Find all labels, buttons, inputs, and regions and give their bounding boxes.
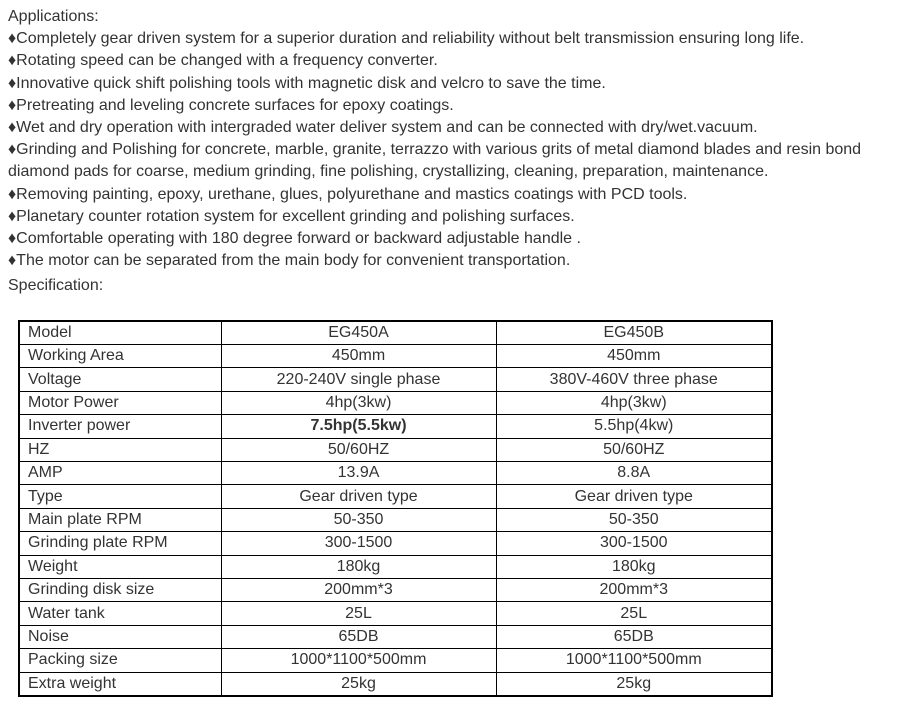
application-item-text: Completely gear driven system for a superior duration and reliability without belt transmission ensuring long life. — [16, 30, 805, 48]
application-item — [8, 250, 907, 272]
application-item-text: Grinding and Polishing for concrete, marble, granite, terrazzo with various grits of metal diamond blades and resin bond diamond pads for coarse, medium grinding, fine polishing, crystallizing, cleaning, preparation, maintenance. — [8, 141, 862, 181]
spec-value-b: 25kg — [496, 672, 772, 696]
applications-heading: Applications: — [8, 8, 99, 25]
spec-row-label: Voltage — [19, 368, 221, 391]
spec-value-b: 65DB — [496, 625, 772, 648]
spec-row-label: Packing size — [19, 649, 221, 672]
application-item — [8, 206, 907, 228]
table-row — [19, 438, 772, 461]
column-header-eg450b: EG450B — [496, 321, 772, 345]
table-row — [19, 391, 772, 414]
spec-value-b: 50-350 — [496, 508, 772, 531]
table-row — [19, 555, 772, 578]
column-header-model: Model — [19, 321, 221, 345]
application-item — [8, 117, 907, 139]
spec-row-label: Water tank — [19, 602, 221, 625]
spec-value-b: Gear driven type — [496, 485, 772, 508]
spec-row-label: Type — [19, 485, 221, 508]
diamond-bullet-icon: ♦ — [8, 30, 17, 48]
diamond-bullet-icon: ♦ — [8, 96, 17, 114]
spec-value-a: 7.5hp(5.5kw) — [221, 415, 496, 438]
spec-value-b: 200mm*3 — [496, 578, 772, 601]
application-item-text: Comfortable operating with 180 degree forward or backward adjustable handle . — [16, 230, 581, 248]
diamond-bullet-icon: ♦ — [8, 74, 17, 92]
spec-value-b: 4hp(3kw) — [496, 391, 772, 414]
spec-row-label: HZ — [19, 438, 221, 461]
application-item — [8, 50, 907, 72]
spec-value-a: 200mm*3 — [221, 578, 496, 601]
table-row — [19, 532, 772, 555]
application-item-text: Rotating speed can be changed with a frequency converter. — [16, 52, 438, 70]
application-item-text: Planetary counter rotation system for excellent grinding and polishing surfaces. — [16, 207, 575, 225]
diamond-bullet-icon: ♦ — [8, 119, 17, 137]
spec-row-label: Grinding plate RPM — [19, 532, 221, 555]
spec-value-a: 450mm — [221, 345, 496, 368]
spec-row-label: Extra weight — [19, 672, 221, 696]
application-item — [8, 28, 907, 50]
spec-value-a: 25kg — [221, 672, 496, 696]
spec-value-a: 50-350 — [221, 508, 496, 531]
spec-row-label: Weight — [19, 555, 221, 578]
table-row — [19, 415, 772, 438]
application-item-text: Wet and dry operation with intergraded water deliver system and can be connected with dry/wet.vacuum. — [16, 119, 758, 137]
application-item — [8, 228, 907, 250]
spec-row-label: Grinding disk size — [19, 578, 221, 601]
diamond-bullet-icon: ♦ — [8, 207, 17, 225]
diamond-bullet-icon: ♦ — [8, 141, 17, 159]
table-row — [19, 578, 772, 601]
spec-value-a: 1000*1100*500mm — [221, 649, 496, 672]
spec-row-label: Motor Power — [19, 391, 221, 414]
spec-value-a: 220-240V single phase — [221, 368, 496, 391]
diamond-bullet-icon: ♦ — [8, 252, 17, 270]
table-row — [19, 485, 772, 508]
spec-value-a: 65DB — [221, 625, 496, 648]
table-row — [19, 368, 772, 391]
application-item-text: Innovative quick shift polishing tools with magnetic disk and velcro to save the time. — [16, 74, 606, 92]
diamond-bullet-icon: ♦ — [8, 52, 17, 70]
table-row — [19, 508, 772, 531]
spec-value-b: 5.5hp(4kw) — [496, 415, 772, 438]
application-item-text: Removing painting, epoxy, urethane, glues, polyurethane and mastics coatings with PCD tools. — [16, 185, 688, 203]
table-row — [19, 461, 772, 484]
spec-value-b: 8.8A — [496, 461, 772, 484]
table-row — [19, 672, 772, 696]
spec-value-b: 380V-460V three phase — [496, 368, 772, 391]
spec-row-label: Inverter power — [19, 415, 221, 438]
application-item — [8, 139, 907, 183]
table-row — [19, 602, 772, 625]
spec-value-b: 180kg — [496, 555, 772, 578]
specification-heading: Specification: — [8, 277, 104, 295]
application-item-text: The motor can be separated from the main body for convenient transportation. — [16, 252, 571, 270]
spec-row-label: Working Area — [19, 345, 221, 368]
table-header-row — [19, 321, 772, 345]
spec-table — [18, 320, 773, 697]
spec-value-a: 180kg — [221, 555, 496, 578]
spec-value-b: 50/60HZ — [496, 438, 772, 461]
application-item — [8, 184, 907, 206]
diamond-bullet-icon: ♦ — [8, 185, 17, 203]
spec-value-a: 300-1500 — [221, 532, 496, 555]
spec-value-a: 50/60HZ — [221, 438, 496, 461]
application-item — [8, 73, 907, 95]
spec-value-a: 25L — [221, 602, 496, 625]
column-header-eg450a: EG450A — [221, 321, 496, 345]
spec-value-a: 4hp(3kw) — [221, 391, 496, 414]
spec-value-b: 1000*1100*500mm — [496, 649, 772, 672]
spec-row-label: Main plate RPM — [19, 508, 221, 531]
spec-value-a: 13.9A — [221, 461, 496, 484]
spec-value-b: 25L — [496, 602, 772, 625]
application-item-text: Pretreating and leveling concrete surfaces for epoxy coatings. — [16, 96, 454, 114]
table-row — [19, 649, 772, 672]
spec-row-label: AMP — [19, 461, 221, 484]
spec-value-a: Gear driven type — [221, 485, 496, 508]
table-row — [19, 345, 772, 368]
spec-value-b: 450mm — [496, 345, 772, 368]
table-row — [19, 625, 772, 648]
spec-value-b: 300-1500 — [496, 532, 772, 555]
application-item — [8, 95, 907, 117]
diamond-bullet-icon: ♦ — [8, 230, 17, 248]
spec-row-label: Noise — [19, 625, 221, 648]
